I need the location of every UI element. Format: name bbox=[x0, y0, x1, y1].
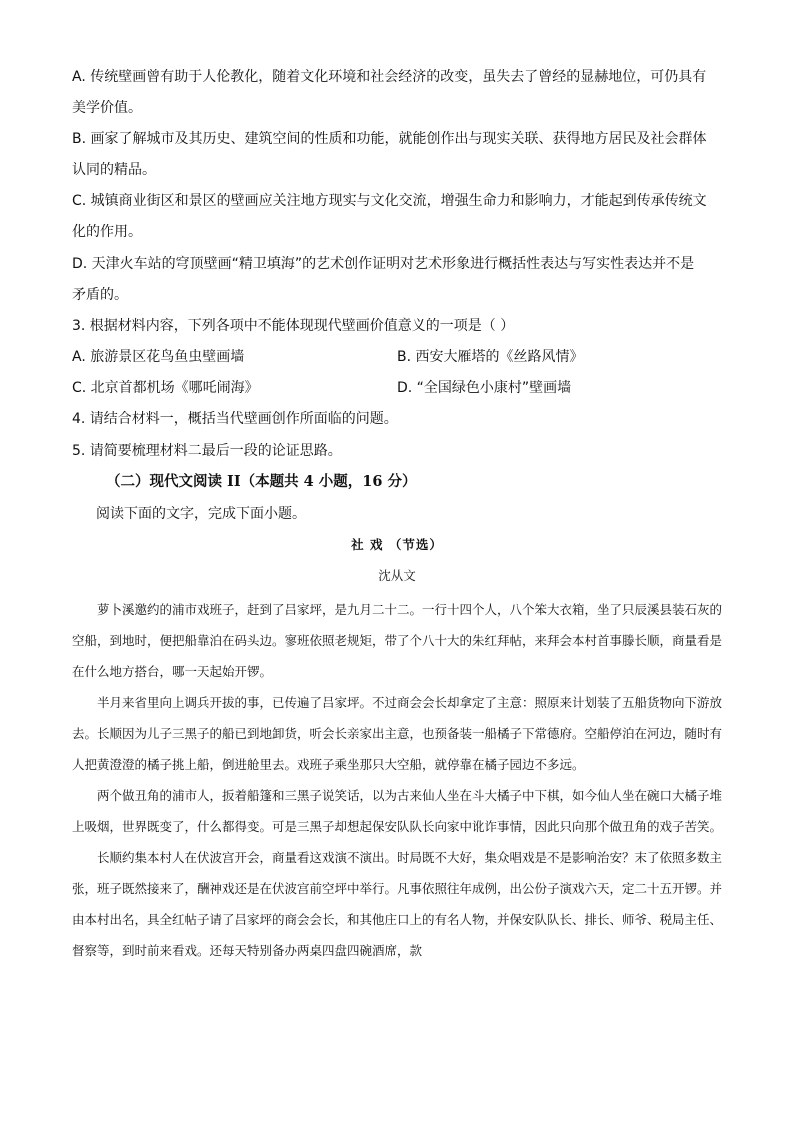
option-b-line-1: B. 画家了解城市及其历史、建筑空间的性质和功能，就能创作出与现实关联、获得地方居民及社会群体 bbox=[72, 131, 707, 147]
section-heading: （二）现代文阅读 II（本题共 4 小题，16 分） bbox=[106, 473, 417, 490]
story-paragraph-4: 长顺约集本村人在伏波宫开会，商量看这戏演不演出。时局既不大好，集众唱戏是不是影响治安？末了依照多数主张，班子既然接来了，酬神戏还是在伏波宫前空坪中举行。凡事依照往年成例，出公份子演戏六天，定二十五开锣。并由本村出名，具全红帖子请了吕家坪的商会会长，和其他庄口上的有名人物，并保安队队长、排长、师爷、税局主任、督察等，到时前来看戏。还每天特别备办两桌四盘四碗酒席，款 bbox=[72, 850, 723, 958]
option-c-line-1: C. 城镇商业街区和景区的壁画应关注地方现实与文化交流，增强生命力和影响力，才能起到传承传统文 bbox=[72, 193, 707, 209]
question-3-option-c: C. 北京首都机场《哪吒闹海》 bbox=[72, 380, 259, 396]
story-title: 社 戏 （节选） bbox=[351, 537, 443, 552]
story-paragraph-1: 萝卜溪邀约的浦市戏班子，赶到了吕家坪，是九月二十二。一行十四个人，八个笨大衣箱，坐了只辰溪县装石灰的空船，到地时，便把船靠泊在码头边。寥班依照老规矩，带了个八十大的朱红拜帖，来拜会本村首事滕长顺，商量看是在什么地方搭台，哪一天起始开锣。 bbox=[72, 602, 723, 679]
story-paragraph-3: 两个做丑角的浦市人，扳着船篷和三黑子说笑话，以为古来仙人坐在斗大橘子中下棋，如今仙人坐在碗口大橘子堆上吸烟，世界既变了，什么都得变。可是三黑子却想起保安队队长向家中讹诈事情，因此只向那个做丑角的戏子苦笑。 bbox=[72, 788, 723, 834]
option-a-line-1: A. 传统壁画曾有助于人伦教化，随着文化环境和社会经济的改变，虽失去了曾经的显赫地位，可仍具有 bbox=[72, 69, 707, 85]
option-d-line-1: D. 天津火车站的穹顶壁画“精卫填海”的艺术创作证明对艺术形象进行概括性表达与写实性表达并不是 bbox=[72, 256, 695, 272]
story-paragraph-2: 半月来省里向上调兵开拔的事，已传遍了吕家坪。不过商会会长却拿定了主意：照原来计划装了五船货物向下游放去。长顺因为儿子三黑子的船已到地卸货，听会长亲家出主意，也预备装一船橘子下常德府。空船停泊在河边，随时有人把黄澄澄的橘子挑上船，倒进舱里去。戏班子乘坐那只大空船，就停靠在橘子园边不多远。 bbox=[72, 695, 723, 772]
option-b-line-2: 认同的精品。 bbox=[72, 162, 156, 178]
question-3-option-b: B. 西安大雁塔的《丝路风情》 bbox=[397, 349, 584, 365]
option-c-line-2: 化的作用。 bbox=[72, 224, 142, 240]
option-d-line-2: 矛盾的。 bbox=[72, 287, 128, 303]
question-3-option-d: D. “全国绿色小康村”壁画墙 bbox=[397, 380, 572, 396]
story-body bbox=[72, 594, 722, 966]
question-3-stem: 3. 根据材料内容，下列各项中不能体现现代壁画价值意义的一项是（ ） bbox=[72, 318, 515, 334]
reading-instruction: 阅读下面的文字，完成下面小题。 bbox=[96, 506, 306, 522]
option-a-line-2: 美学价值。 bbox=[72, 100, 142, 116]
story-author: 沈从文 bbox=[378, 568, 416, 583]
question-5: 5. 请简要梳理材料二最后一段的论证思路。 bbox=[72, 443, 342, 459]
question-4: 4. 请结合材料一，概括当代壁画创作所面临的问题。 bbox=[72, 411, 398, 427]
question-3-option-a: A. 旅游景区花鸟鱼虫壁画墙 bbox=[72, 349, 245, 365]
